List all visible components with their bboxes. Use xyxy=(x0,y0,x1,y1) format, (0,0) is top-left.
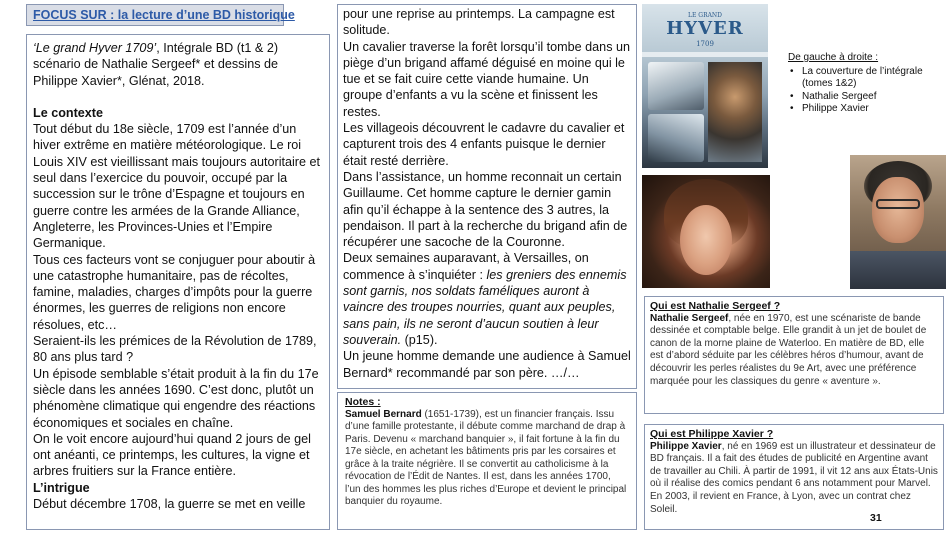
photo-philippe-xavier xyxy=(850,155,946,289)
bio-title: Qui est Philippe Xavier ? xyxy=(650,428,774,440)
quote-paragraph xyxy=(343,250,631,348)
quote-text: les greniers des ennemis sont garnis, nos soldats faméliques auront à vaincre des troupes nourries, quant aux peuples, sans pain, ils ne seront d’aucun soutien à leur souverain. xyxy=(343,267,627,347)
intrigue-heading: L’intrigue xyxy=(33,480,90,495)
cover-subtitle: LE GRAND xyxy=(688,12,722,19)
notes-body: (1651-1739), est un financier français. Issu d’une famille protestante, il débute comme marchand de drap à Paris. Devenu « marchand banquier », il fait fortune à la fin du 17e siècle, en achetant les bâtiments pris par les corsaires et grâce à la traite négrière. Il se convertit au catholicisme à la révocation de l’Édit de Nantes. Il est, dans les années 1700, l’un des hommes les plus riches d’Europe et devient le principal banquier du royaume. xyxy=(345,408,627,507)
photo-nathalie-sergeef xyxy=(642,175,770,288)
context-paragraph: Un épisode semblable s’était produit à la fin du 17e siècle dans les années 1690. C’est donc, plutôt un phénomène climatique qui engendre des réactions économiques et sociales en chaîne. xyxy=(33,366,319,430)
cover-scene-snow xyxy=(648,62,704,110)
bio-title: Qui est Nathalie Sergeef ? xyxy=(650,300,781,312)
photo-face xyxy=(680,205,732,275)
intrigue-paragraph: Début décembre 1708, la guerre se met en veille xyxy=(33,497,306,512)
cover-year: 1709 xyxy=(696,40,714,48)
bio-body: , né en 1969 est un illustrateur et dessinateur de BD français. Il a fait des études de publicité en Argentine avant de travailler au Chili. À partir de 1991, il vit 12 ans aux États-Unis où il réalise des comics pendant 6 ans notamment pour Marvel. En 2003, il revient en France, à Lyon, avec un contrat chez Soleil. xyxy=(650,440,938,515)
book-cover-image xyxy=(642,4,768,168)
caption-list xyxy=(788,66,948,116)
cover-credits-strip xyxy=(642,52,768,57)
story-paragraph: pour une reprise au printemps. La campagne est solitude. xyxy=(343,7,615,38)
book-credits: , Intégrale BD (t1 & 2) scénario de Nathalie Sergeef* et dessins de Philippe Xavier*, Glénat, 2018. xyxy=(33,41,279,88)
context-paragraph: On le voit encore aujourd’hui quand 2 jours de gel ont anéanti, ce printemps, les cultures, la vigne et arbres fruitiers sur la France entière. xyxy=(33,431,311,479)
cover-title: HYVER xyxy=(666,18,744,39)
bio-name: Philippe Xavier xyxy=(650,440,722,452)
bio-philippe-xavier xyxy=(644,424,944,530)
photo-face xyxy=(872,177,924,243)
main-text-column-2 xyxy=(337,4,637,389)
story-paragraph: Un cavalier traverse la forêt lorsqu’il tombe dans un piège d’un brigand affamé déguisé en moine qui le tue et se fait cuire cette viande humaine. Un groupe d’enfants a vu la scène et finissent les restes. xyxy=(343,39,630,119)
bio-text xyxy=(650,441,938,517)
notes-box xyxy=(337,392,637,530)
quote-intro: Deux semaines auparavant, à Versailles, on commence à s’inquiéter : xyxy=(343,251,589,282)
cover-scene-portrait xyxy=(708,62,762,162)
bio-body: , née en 1970, est une scénariste de bande dessinée et comptable belge. Elle grandit à un jet de boulet de canon de la morne plaine de Waterloo. En matière de BD, elle est d’abord séduite par les célèbres héros d’humour, avant de découvrir les perles réalistes du 9e Art, avec une préférence marquée pour les classiques du genre « aventure ». xyxy=(650,312,927,387)
notes-title: Notes : xyxy=(345,396,381,408)
image-caption xyxy=(788,52,948,116)
book-title: ‘Le grand Hyver 1709’ xyxy=(33,41,157,55)
notes-text xyxy=(345,409,629,509)
quote-reference: (p15). xyxy=(401,332,438,347)
notes-name: Samuel Bernard xyxy=(345,408,422,420)
caption-item: • Nathalie Sergeef xyxy=(788,91,948,104)
caption-title: De gauche à droite : xyxy=(788,52,879,63)
main-text-column-1 xyxy=(26,34,330,530)
story-paragraph: Un jeune homme demande une audience à Samuel Bernard* recommandé par son père. …/… xyxy=(343,349,631,380)
caption-item: • Philippe Xavier xyxy=(788,103,948,116)
context-paragraph: Seraient-ils les prémices de la Révolution de 1789, 80 ans plus tard ? xyxy=(33,334,317,365)
page-number: 31 xyxy=(870,512,882,524)
book-reference xyxy=(33,40,323,89)
context-heading: Le contexte xyxy=(33,105,103,120)
bio-nathalie-sergeef xyxy=(644,296,944,414)
photo-shirt xyxy=(850,251,946,289)
bio-text xyxy=(650,313,938,389)
cover-scene-winter xyxy=(648,114,704,162)
context-paragraph: Tout début du 18e siècle, 1709 est l’année d’un hiver extrême en matière météorologique. Le roi Louis XIV est vieillissant mais toujours autoritaire et seul dans l’exercice du pouvoir, occupé par la succession sur le trône d’Espagne et toujours en guerre contre les armées de la Grande Alliance, Angleterre, les Provinces-Unies et l’Empire Germanique. xyxy=(33,122,320,251)
context-paragraph: Tous ces facteurs vont se conjuguer pour aboutir à une catastrophe humanitaire, pas de récoltes, famine, maladies, charges d’impôts pour la guerre énormes, les guerres de religions non encore résolues, etc… xyxy=(33,252,316,332)
bio-name: Nathalie Sergeef xyxy=(650,312,729,324)
story-paragraph: Dans l’assistance, un homme reconnait un certain Guillaume. Cet homme capture le dernier gamin afin qu’il échappe à la sentence des 3 autres, la pendaison. Il part à la recherche du brigand afin de récupérer une sacoche de la Couronne. xyxy=(343,169,628,250)
page-header: FOCUS SUR : la lecture d’une BD historique xyxy=(26,4,284,26)
caption-item: • La couverture de l’intégrale (tomes 1&2) xyxy=(788,66,948,91)
story-paragraph: Les villageois découvrent le cadavre du cavalier et capturent trois des 4 enfants puisque le dernier était resté derrière. xyxy=(343,121,625,168)
photo-glasses xyxy=(876,199,920,209)
